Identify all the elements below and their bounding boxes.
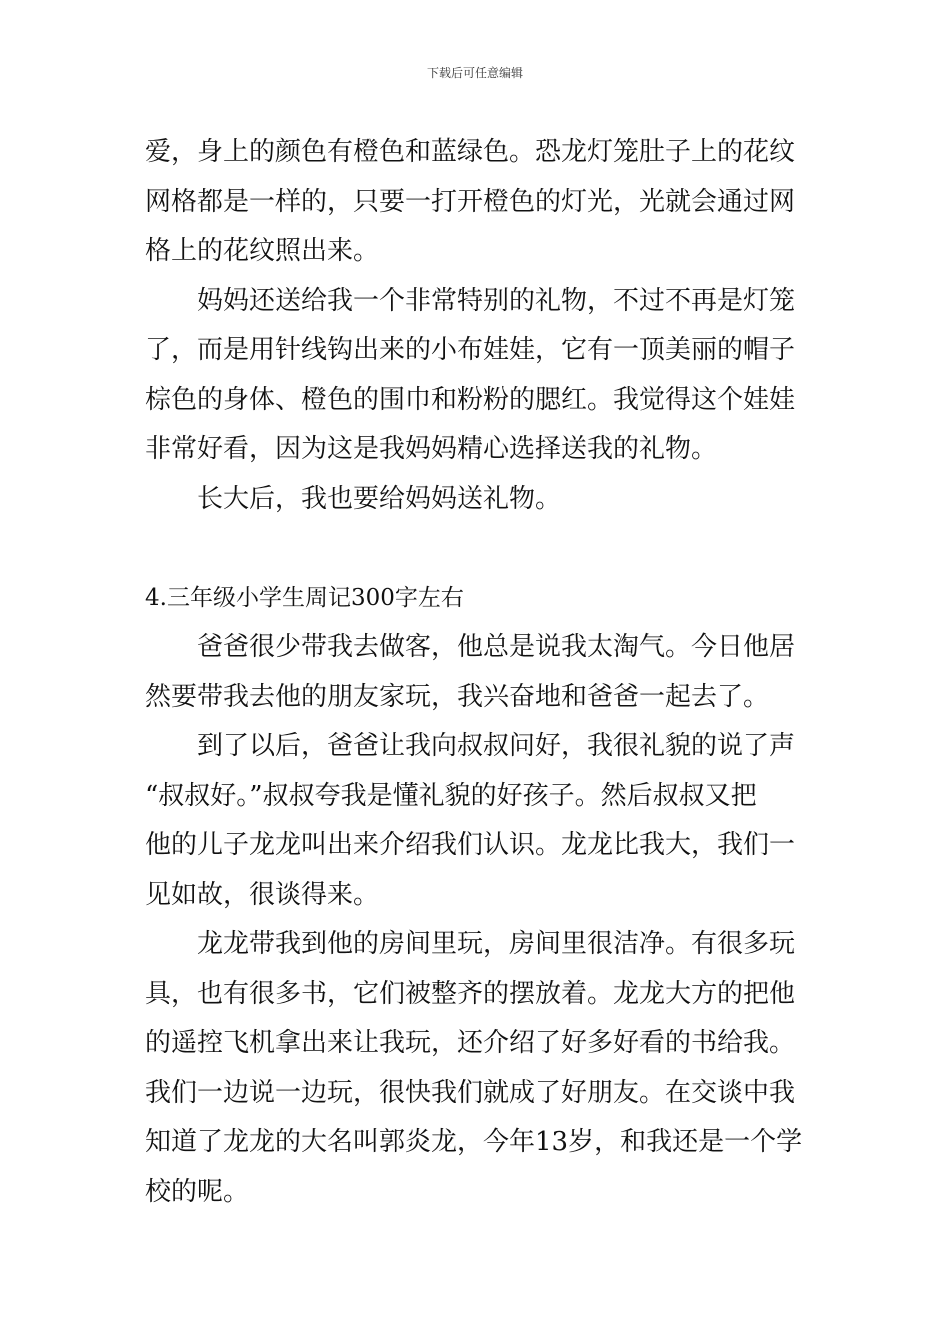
document-body (145, 128, 805, 1217)
text-line: 知道了龙龙的大名叫郭炎龙，今年13岁，和我还是一个学 (145, 1127, 803, 1157)
text-line: 网格都是一样的，只要一打开橙色的灯光，光就会通过网 (145, 186, 796, 217)
blank-line (145, 524, 805, 574)
text-line: 的遥控飞机拿出来让我玩，还介绍了好多好看的书给我。 (145, 1028, 796, 1058)
text-line: 爱，身上的颜色有橙色和蓝绿色。恐龙灯笼肚子上的花纹 (145, 137, 796, 167)
paragraph (145, 128, 805, 277)
paragraph (145, 920, 805, 1217)
text-line: 了，而是用针线钩出来的小布娃娃，它有一顶美丽的帽子 (145, 335, 796, 365)
text-line: 龙龙带我到他的房间里玩，房间里很洁净。有很多玩 (197, 929, 796, 959)
text-line: 到了以后，爸爸让我向叔叔问好，我很礼貌的说了声 (197, 731, 796, 761)
text-line: 妈妈还送给我一个非常特别的礼物，不过不再是灯笼 (197, 285, 796, 316)
paragraph (145, 623, 805, 722)
text-line: “叔叔好。”叔叔夸我是懂礼貌的好孩子。然后叔叔又把 (145, 780, 757, 811)
text-line: 具，也有很多书，它们被整齐的摆放着。龙龙大方的把他 (145, 978, 796, 1009)
text-line: 校的呢。 (145, 1176, 250, 1207)
text-line: 我们一边说一边玩，很快我们就成了好朋友。在交谈中我 (145, 1077, 796, 1108)
paragraph (145, 277, 805, 475)
paragraph (145, 475, 805, 525)
section-heading: 4.三年级小学生周记300字左右 (145, 584, 464, 611)
text-line: 见如故，很谈得来。 (145, 879, 380, 910)
text-line: 然要带我去他的朋友家玩，我兴奋地和爸爸一起去了。 (145, 681, 770, 712)
page-header-note: 下载后可任意编辑 (426, 66, 523, 80)
text-line: 爸爸很少带我去做客，他总是说我太淘气。今日他居 (197, 632, 796, 662)
text-line: 非常好看，因为这是我妈妈精心选择送我的礼物。 (145, 434, 718, 464)
text-line: 长大后，我也要给妈妈送礼物。 (197, 483, 562, 514)
text-line: 他的儿子龙龙叫出来介绍我们认识。龙龙比我大，我们一 (145, 830, 796, 860)
text-line: 格上的花纹照出来。 (145, 236, 380, 266)
paragraph (145, 722, 805, 920)
text-line: 棕色的身体、橙色的围巾和粉粉的腮红。我觉得这个娃娃 (145, 384, 796, 415)
